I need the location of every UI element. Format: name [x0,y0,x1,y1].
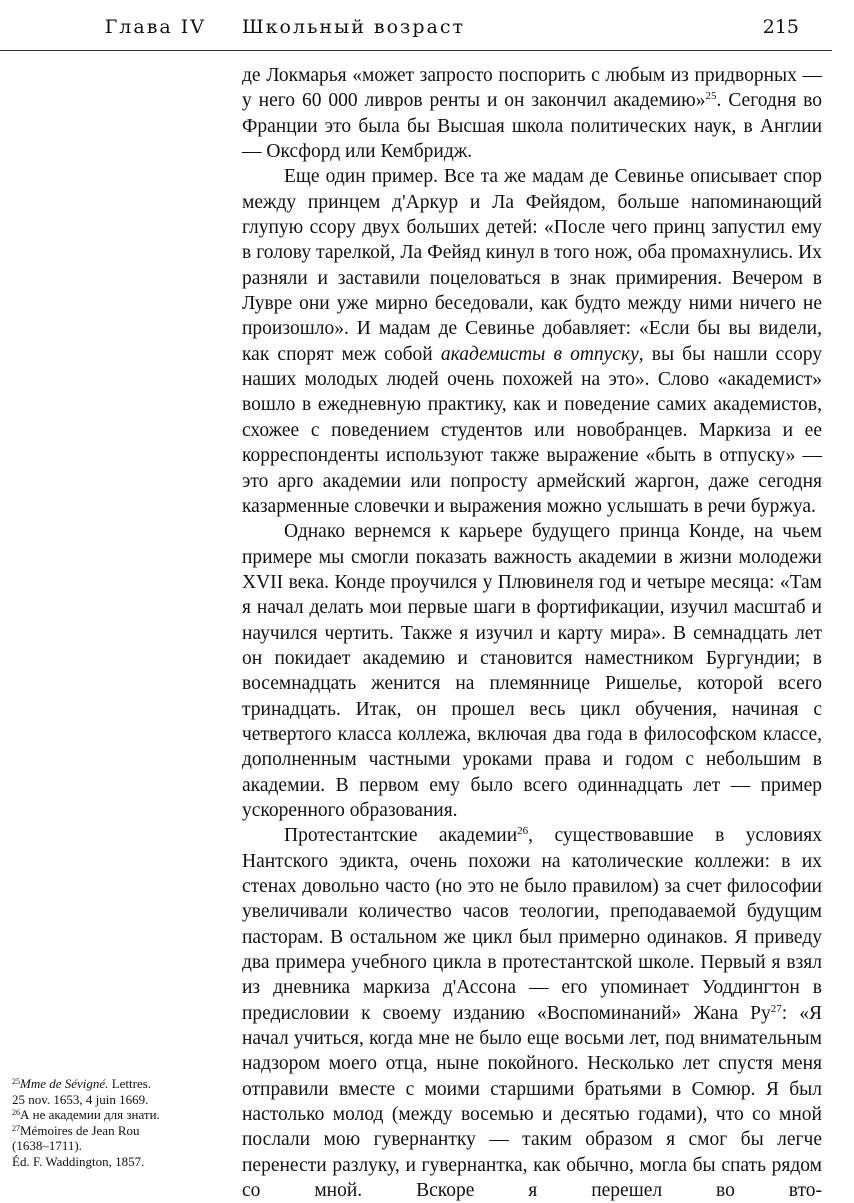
paragraph [242,164,822,519]
note-text: Lettres. [108,1076,152,1091]
note-number: 26 [12,1108,20,1117]
note-line [12,1107,227,1123]
paragraph [242,823,822,1203]
note-line [12,1123,227,1139]
note-line: (1638–1711). [12,1138,82,1153]
header-rule [0,50,832,51]
note-line [12,1076,227,1092]
footnote-ref: 25 [705,90,717,103]
paragraph-text: , существовавшие в условиях Нантского эдикта, очень похожи на католические коллежи: в их стенах довольно часто (но это не было правилом) за счет философии увеличивали количество часов теологии, преподаваемой будущим пасторам. В остальном же цикл был примерно одинаков. Я приведу два примера учебного цикла в протестантской школе. Первый я взял из дневника маркиза д'Ассона — его упоминает Уоддингтон в предисловии к своему изданию «Воспоминаний» Жана Ру [242,825,822,1024]
note-text: Mémoires de Jean Rou [20,1122,140,1138]
paragraph-text: , вы бы нашли ссору наших молодых людей очень похожей на это». Слово «академист» вошло в ежедневную практику, как и поведение самих академистов, схожее с поведением студентов или новобранцев. Маркиза и ее корреспонденты используют также выражение «быть в отпуску» — это арго академии или попросту армейский жаргон, даже сегодня казарменные словечки и выражения можно услышать в речи буржуа. [242,343,822,517]
note-text: А не академии для знати. [20,1107,160,1122]
note-italic: Mme de Sévigné. [20,1076,109,1091]
chapter-label: Глава IV [104,16,206,38]
note-number: 27 [12,1123,20,1133]
footnote-ref: 27 [770,1002,782,1015]
page-number: 215 [762,16,799,38]
paragraph-text: . Сегодня во Франции это была бы Высшая школа политических наук, в Англии — Оксфорд или Кембридж. [242,90,822,163]
running-head [0,16,832,46]
margin-note [12,1076,227,1107]
margin-note [12,1123,227,1170]
paragraph-text: : «Я начал учиться, когда мне не было еще восьми лет, под внимательным надзором моего отца, ныне покойного. Несколько лет спустя меня отправили вместе с моими старшими братьями в Сомюр. Я был настолько молод (между восемью и десятью годами), что со мной послали мою гувернантку — таким образом я смог бы легче перенести разлуку, и гувернантка, как обычно, могла бы спать рядом со мной. Вскоре я перешел во вто- [242,1002,822,1202]
chapter-title: Школьный возраст [242,16,466,38]
margin-note [12,1107,227,1123]
note-number: 25 [12,1077,20,1086]
italic-phrase: академисты в отпуску [440,343,639,365]
paragraph-text: Еще один пример. Все та же мадам де Севинье описывает спор между принцем д'Аркур и Ла Фейядом, больше напоминающий глупую ссору двух больших детей: «После чего принц запустил ему в голову тарелкой, Ла Фейяд кинул в того нож, оба промахнулись. Их разняли и заставили поцеловаться в знак примирения. Вечером в Лувре они уже мирно беседовали, как будто между ними ничего не произошло». И мадам де Севинье добавляет: «Если бы вы видели, как спорят меж собой [242,166,822,365]
note-line: Éd. F. Waddington, 1857. [12,1153,145,1169]
note-line: 25 nov. 1653, 4 juin 1669. [12,1091,149,1107]
margin-notes [12,1076,227,1169]
paragraph-text: де Локмарья «может запросто поспорить с любым из придворных — у него 60 000 ливров ренты и он закончил академию» [242,65,822,112]
footnote-ref: 26 [517,825,529,838]
main-text [242,63,822,1203]
paragraph-text: Протестантские академии [284,825,518,847]
paragraph [242,63,822,164]
paragraph: Однако вернемся к карьере будущего принца Конде, на чьем примере мы смогли показать важность академии в жизни молодежи XVII века. Конде проучился у Плювинеля год и четыре месяца: «Там я начал делать мои первые шаги в фортификации, изучил масштаб и научился чертить. Также я изучил и карту мира». В семнадцать лет он покидает академию и становится наместником Бургундии; в восемнадцать женится на племяннице Ришелье, которой всего тринадцать. Итак, он прошел весь цикл обучения, начиная с четвертого класса коллежа, включая два года в философском классе, дополненным частными уроками права и годом с небольшим в академии. В первом ему было всего одиннадцать лет — пример ускоренного образования. [242,521,822,821]
